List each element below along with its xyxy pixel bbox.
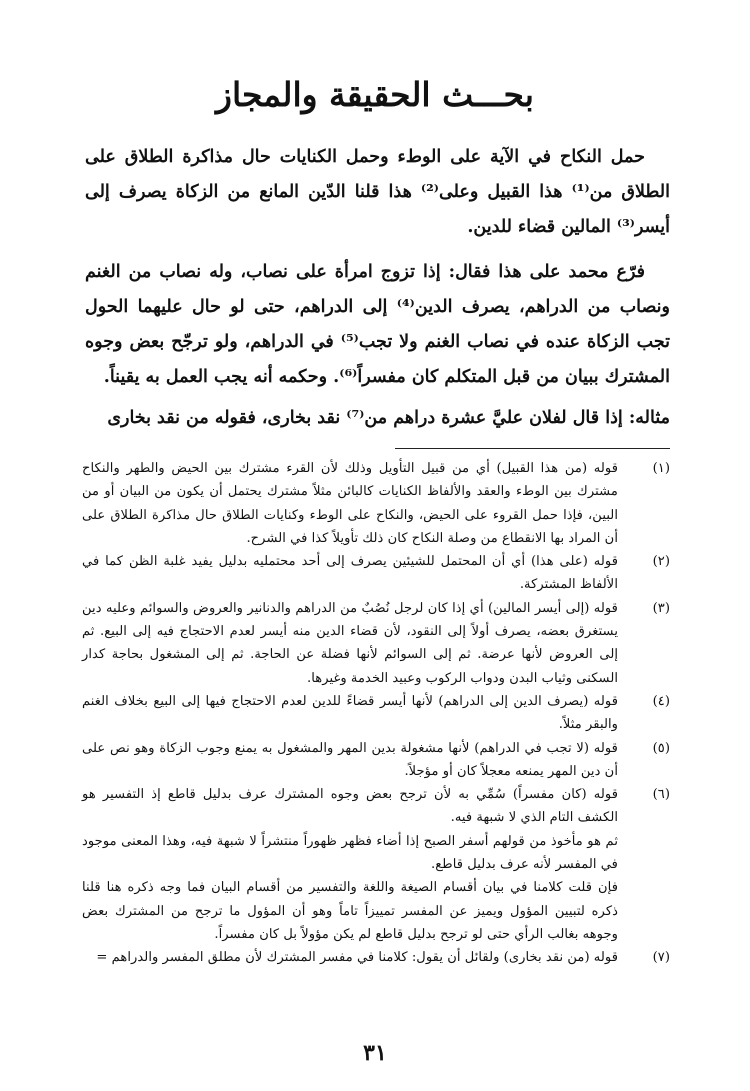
footnotes: [82, 457, 670, 970]
footnote-number: (٤): [652, 693, 670, 709]
footnote-number: (٣): [652, 600, 670, 616]
footnote-number: (٥): [652, 740, 670, 756]
footnote-continuation: [82, 830, 670, 877]
footnote-text: قوله (كان مفسراً) سُمِّي به لأن ترجح بعض وجوه المشترك عرف بدليل قاطع إذ التفسير هو الكشف التام الذي لا شبهة فيه.: [82, 787, 618, 826]
footnote-text: قوله (من هذا القبيل) أي من قبيل التأويل وذلك لأن القرء مشترك بين الحيض والطهر والنكاح مشترك بين الوطء والعقد والألفاظ الكنايات كالبائن مثلاً مشترك يحتمل أن يكون من البيان أو من البين، فإذا حمل القروء على الحيض، والنكاح على الوطء وكنايات الطلاق حال مذاكرة الطلاق على أن المراد بها الانقطاع من وصلة النكاح كان ذلك تأويلاً كذا في الشرح.: [82, 461, 618, 546]
footnote-text: قوله (يصرف الدين إلى الدراهم) لأنها أيسر قضاءً للدين لعدم الاحتجاج فيها إلى البيع بخلاف الغنم والبقر مثلاً.: [82, 693, 618, 733]
footnote-text: قوله (على هذا) أي أن المحتمل للشيئين يصرف إلى أحد محتمليه بدليل يفيد غلبة الظن كما في الألفاظ المشتركة.: [82, 554, 618, 593]
footnote-text: ثم هو مأخوذ من قولهم أسفر الصبح إذا أضاء فظهر ظهوراً منتشراً لا شبهة فيه، وهذا المعنى موجود في المفسر لأنه عرف بدليل قاطع.: [82, 833, 618, 873]
footnote: [82, 690, 670, 737]
paragraph: حمل النكاح في الآية على الوطء وحمل الكنايات حال مذاكرة الطلاق على الطلاق من⁽¹⁾ هذا القبيل وعلى⁽²⁾ هذا قلنا الدّين المانع من الزكاة يصرف إلى أيسر⁽³⁾ المالين قضاء للدين.: [85, 147, 670, 237]
footnote-divider: [395, 448, 670, 449]
footnote-text: قوله (إلى أيسر المالين) أي إذا كان لرجل نُصُبٌ من الدراهم والدنانير والعروض والسوائم وعليه دين يستغرق بعضه، يصرف أولاً إلى النقود، لأن قضاء الدين منه أيسر لعدم الاحتجاج فيه إلى البيع. ثم إلى العروض لأنها عرضة. ثم إلى السوائم لأنها فضلة عن الحاجة. ثم إلى المشغول بحاجة كدار السكنى وثياب البدن ودواب الركوب وعبيد الخدمة وغيرها.: [82, 600, 618, 686]
footnote-number: (٦): [652, 787, 670, 803]
footnote-number: (١): [652, 461, 670, 476]
footnote-text: قوله (لا تجب في الدراهم) لأنها مشغولة بدين المهر والمشغول به يمنع وجوب الزكاة وهو نص على أن دين المهر يمنعه معجلاً كان أو مؤجلاً.: [82, 740, 618, 779]
footnote-text: قوله (من نقد بخارى) ولقائل أن يقول: كلامنا في مفسر المشترك لأن مطلق المفسر والدراهم =: [96, 950, 618, 966]
paragraph: مثاله: إذا قال لفلان عليَّ عشرة دراهم من⁽⁷⁾ نقد بخارى، فقوله من نقد بخارى: [107, 408, 670, 428]
footnote: [82, 737, 670, 784]
footnote-number: (٢): [652, 554, 670, 570]
main-text: [85, 140, 670, 436]
footnote: [82, 550, 670, 597]
page-title: بحـــث الحقيقة والمجاز: [216, 75, 534, 114]
footnote: [82, 457, 670, 550]
footnote: [82, 783, 670, 830]
footnote-text: فإن قلت كلامنا في بيان أقسام الصيغة واللغة والتفسير من أقسام البيان فما وجه ذكره هنا قلنا ذكره لتبيين المؤول ويميز عن المفسر تمييزاً تاماً وهو أن المؤول ما ترجح من المشترك بعض وجوهه بغالب الرأي حتى لو ترجح بدليل قاطع لم يكن مؤولاً بل كان مفسراً.: [82, 880, 618, 942]
footnote-number: (٧): [652, 950, 670, 966]
paragraph: فرّع محمد على هذا فقال: إذا تزوج امرأة على نصاب، وله نصاب من الغنم ونصاب من الدراهم، يصرف الدين⁽⁴⁾ إلى الدراهم، حتى لو حال عليهما الحول تجب الزكاة عنده في نصاب الغنم ولا تجب⁽⁵⁾ في الدراهم، ولو ترجّح بعض وجوه المشترك ببيان من قبل المتكلم كان مفسراً⁽⁶⁾. وحكمه أنه يجب العمل به يقيناً.: [85, 262, 670, 387]
footnote: [82, 946, 670, 969]
page-number: ٣١: [363, 1040, 387, 1066]
footnote: [82, 597, 670, 690]
footnote-continuation: [82, 876, 670, 946]
